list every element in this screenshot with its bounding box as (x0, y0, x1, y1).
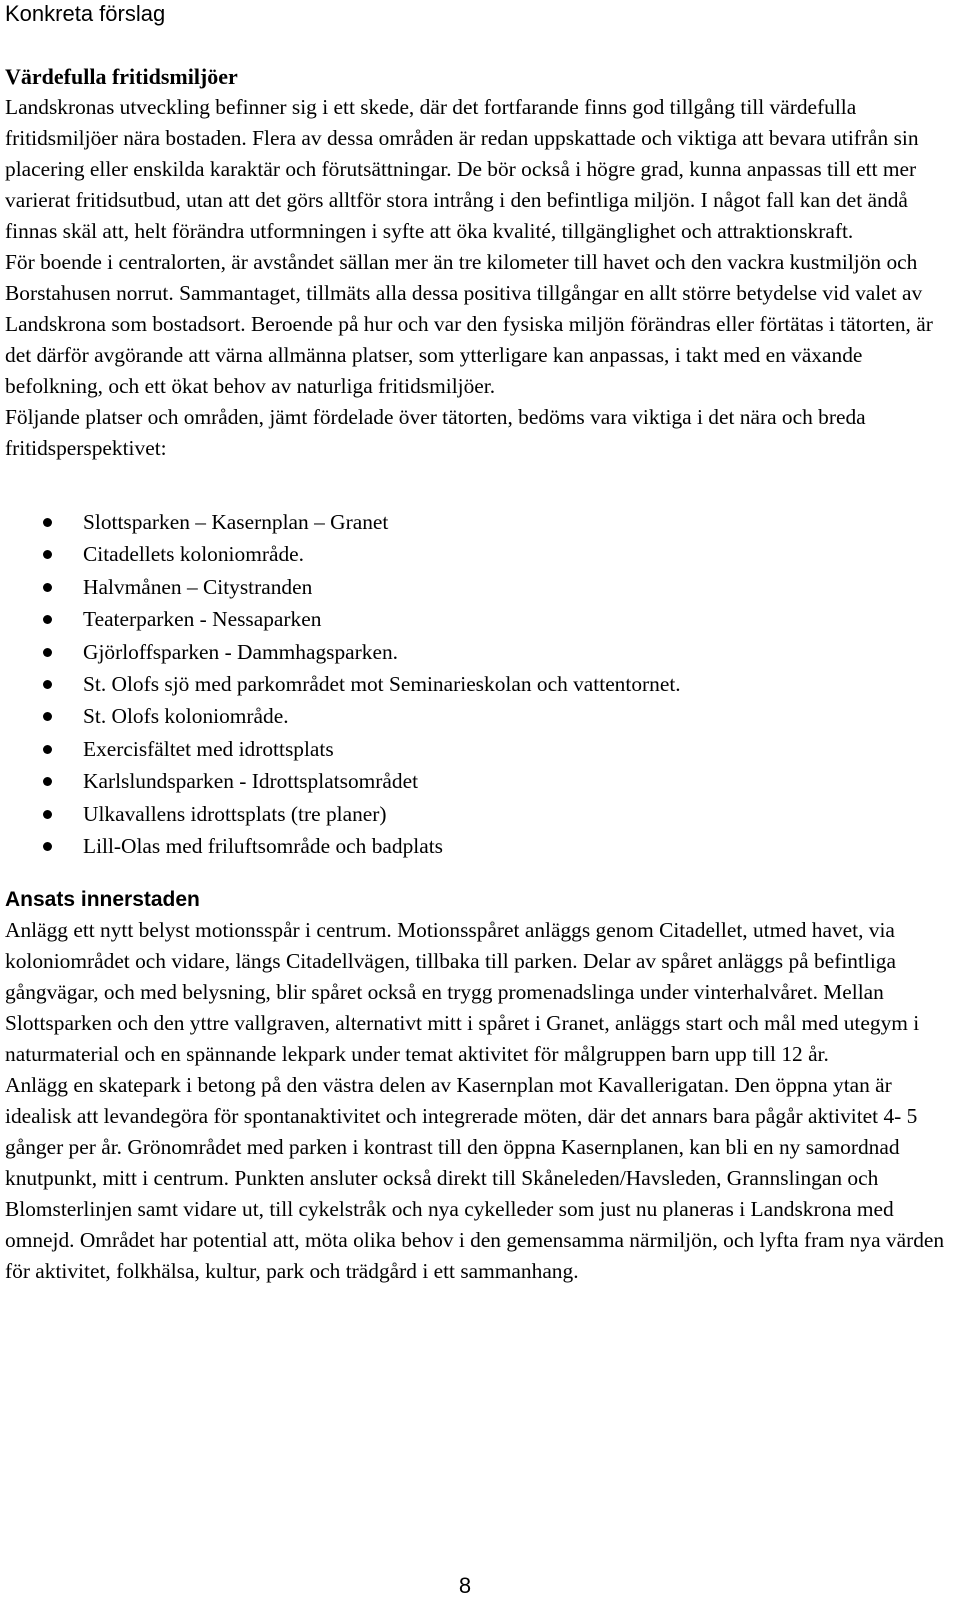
bullet-icon (43, 745, 52, 754)
list-item-text: Slottsparken – Kasernplan – Granet (83, 510, 389, 534)
document-page (5, 0, 955, 1287)
list-item (5, 571, 955, 603)
places-list (5, 506, 955, 862)
list-item-text: Citadellets koloniområde. (83, 542, 304, 567)
page-number: 8 (458, 1573, 472, 1598)
paragraph: För boende i centralorten, är avståndet sällan mer än tre kilometer till havet och den vackra kustmiljön och Borstahusen norrut. Sammantaget, tillmäts alla dessa positiva tillgångar en allt större betydelse vid valet av Landskrona som bostadsort. Beroende på hur och var den fysiska miljön förändras eller förtätas i tätorten, är det därför avgörande att värna allmänna platser, som ytterligare kan anpassas, i takt med en växande befolkning, och ett ökat behov av naturliga fritidsmiljöer. (5, 250, 933, 398)
list-item-text: Teaterparken - Nessaparken (83, 607, 322, 632)
paragraph: Anlägg ett nytt belyst motionsspår i centrum. Motionsspåret anläggs genom Citadellet, utmed havet, via koloniområdet och vidare, längs Citadellvägen, tillbaka till parken. Delar av spåret anläggs på befintliga gångvägar, och med belysning, blir spåret också en trygg promenadslinga under vinterhalvåret. Mellan Slottsparken och den yttre vallgraven, alternativt mitt i spåret i Granet, anläggs start och mål med utegym i naturmaterial och en spännande lekpark under temat aktivitet för målgruppen barn upp till 12 år. (5, 918, 920, 1067)
bullet-icon (43, 583, 52, 592)
bullet-icon (43, 680, 52, 689)
list-item-text: St. Olofs koloniområde. (83, 704, 289, 729)
list-item (5, 668, 955, 700)
list-item-text: Gjörloffsparken - Dammhagsparken. (83, 639, 399, 664)
bullet-icon (43, 615, 52, 624)
list-item-text: St. Olofs sjö med parkområdet mot Seminarieskolan och vattentornet. (83, 672, 681, 697)
list-item-text: Halvmånen – Citystranden (83, 574, 313, 599)
paragraph: Följande platser och områden, jämt fördelade över tätorten, bedöms vara viktiga i det nära och breda fritidsperspektivet: (5, 405, 866, 460)
list-item (5, 765, 955, 797)
list-item (5, 636, 955, 668)
list-item (5, 700, 955, 732)
list-item (5, 538, 955, 570)
list-item (5, 830, 955, 862)
bullet-icon (43, 777, 52, 786)
list-item-text: Karlslundsparken - Idrottsplatsområdet (83, 769, 419, 794)
paragraph: Anlägg en skatepark i betong på den västra delen av Kasernplan mot Kavallerigatan. Den öppna ytan är idealisk att levandegöra för spontanaktivitet och integrerade möten, där det annars bara pågår aktivitet 4- 5 gånger per år. Grönområdet med parken i kontrast till den öppna Kasernplanen, kan bli en ny samordnad knutpunkt, mitt i centrum. Punkten ansluter också direkt till Skåneleden/Havsleden, Grannslingan och Blomsterlinjen samt vidare ut, till cykelstråk och nya cykelleder som just nu planeras i Landskrona med omnejd. Området har potential att, möta olika behov i den gemensamma närmiljön, och lyfta fram nya värden för aktivitet, folkhälsa, kultur, park och trädgård i ett sammanhang. (5, 1073, 945, 1284)
list-item (5, 733, 955, 765)
list-item-text: Ulkavallens idrottsplats (tre planer) (83, 801, 387, 826)
list-item (5, 506, 955, 538)
list-item-text: Lill-Olas med friluftsområde och badplats (83, 834, 443, 859)
section-title-fritidsmiljoer: Värdefulla fritidsmiljöer (5, 64, 238, 89)
section-title-innerstaden: Ansats innerstaden (5, 888, 200, 912)
page-heading: Konkreta förslag (5, 1, 166, 26)
bullet-icon (43, 518, 52, 527)
list-item-text: Exercisfältet med idrottsplats (83, 736, 334, 761)
bullet-icon (43, 810, 52, 819)
bullet-icon (43, 648, 52, 657)
bullet-icon (43, 550, 52, 559)
paragraph: Landskronas utveckling befinner sig i ett skede, där det fortfarande finns god tillgång till värdefulla fritidsmiljöer nära bostaden. Flera av dessa områden är redan uppskattade och viktiga att bevara utifrån sin placering eller enskilda karaktär och förutsättningar. De bör också i högre grad, kunna anpassas till ett mer varierat fritidsutbud, utan att det görs alltför stora intrång i den befintliga miljön. I något fall kan det ändå finnas skäl att, helt förändra utformningen i syfte att öka kvalité, tillgänglighet och attraktionskraft. (5, 95, 919, 243)
list-item (5, 603, 955, 635)
bullet-icon (43, 842, 52, 851)
bullet-icon (43, 712, 52, 721)
list-item (5, 798, 955, 830)
